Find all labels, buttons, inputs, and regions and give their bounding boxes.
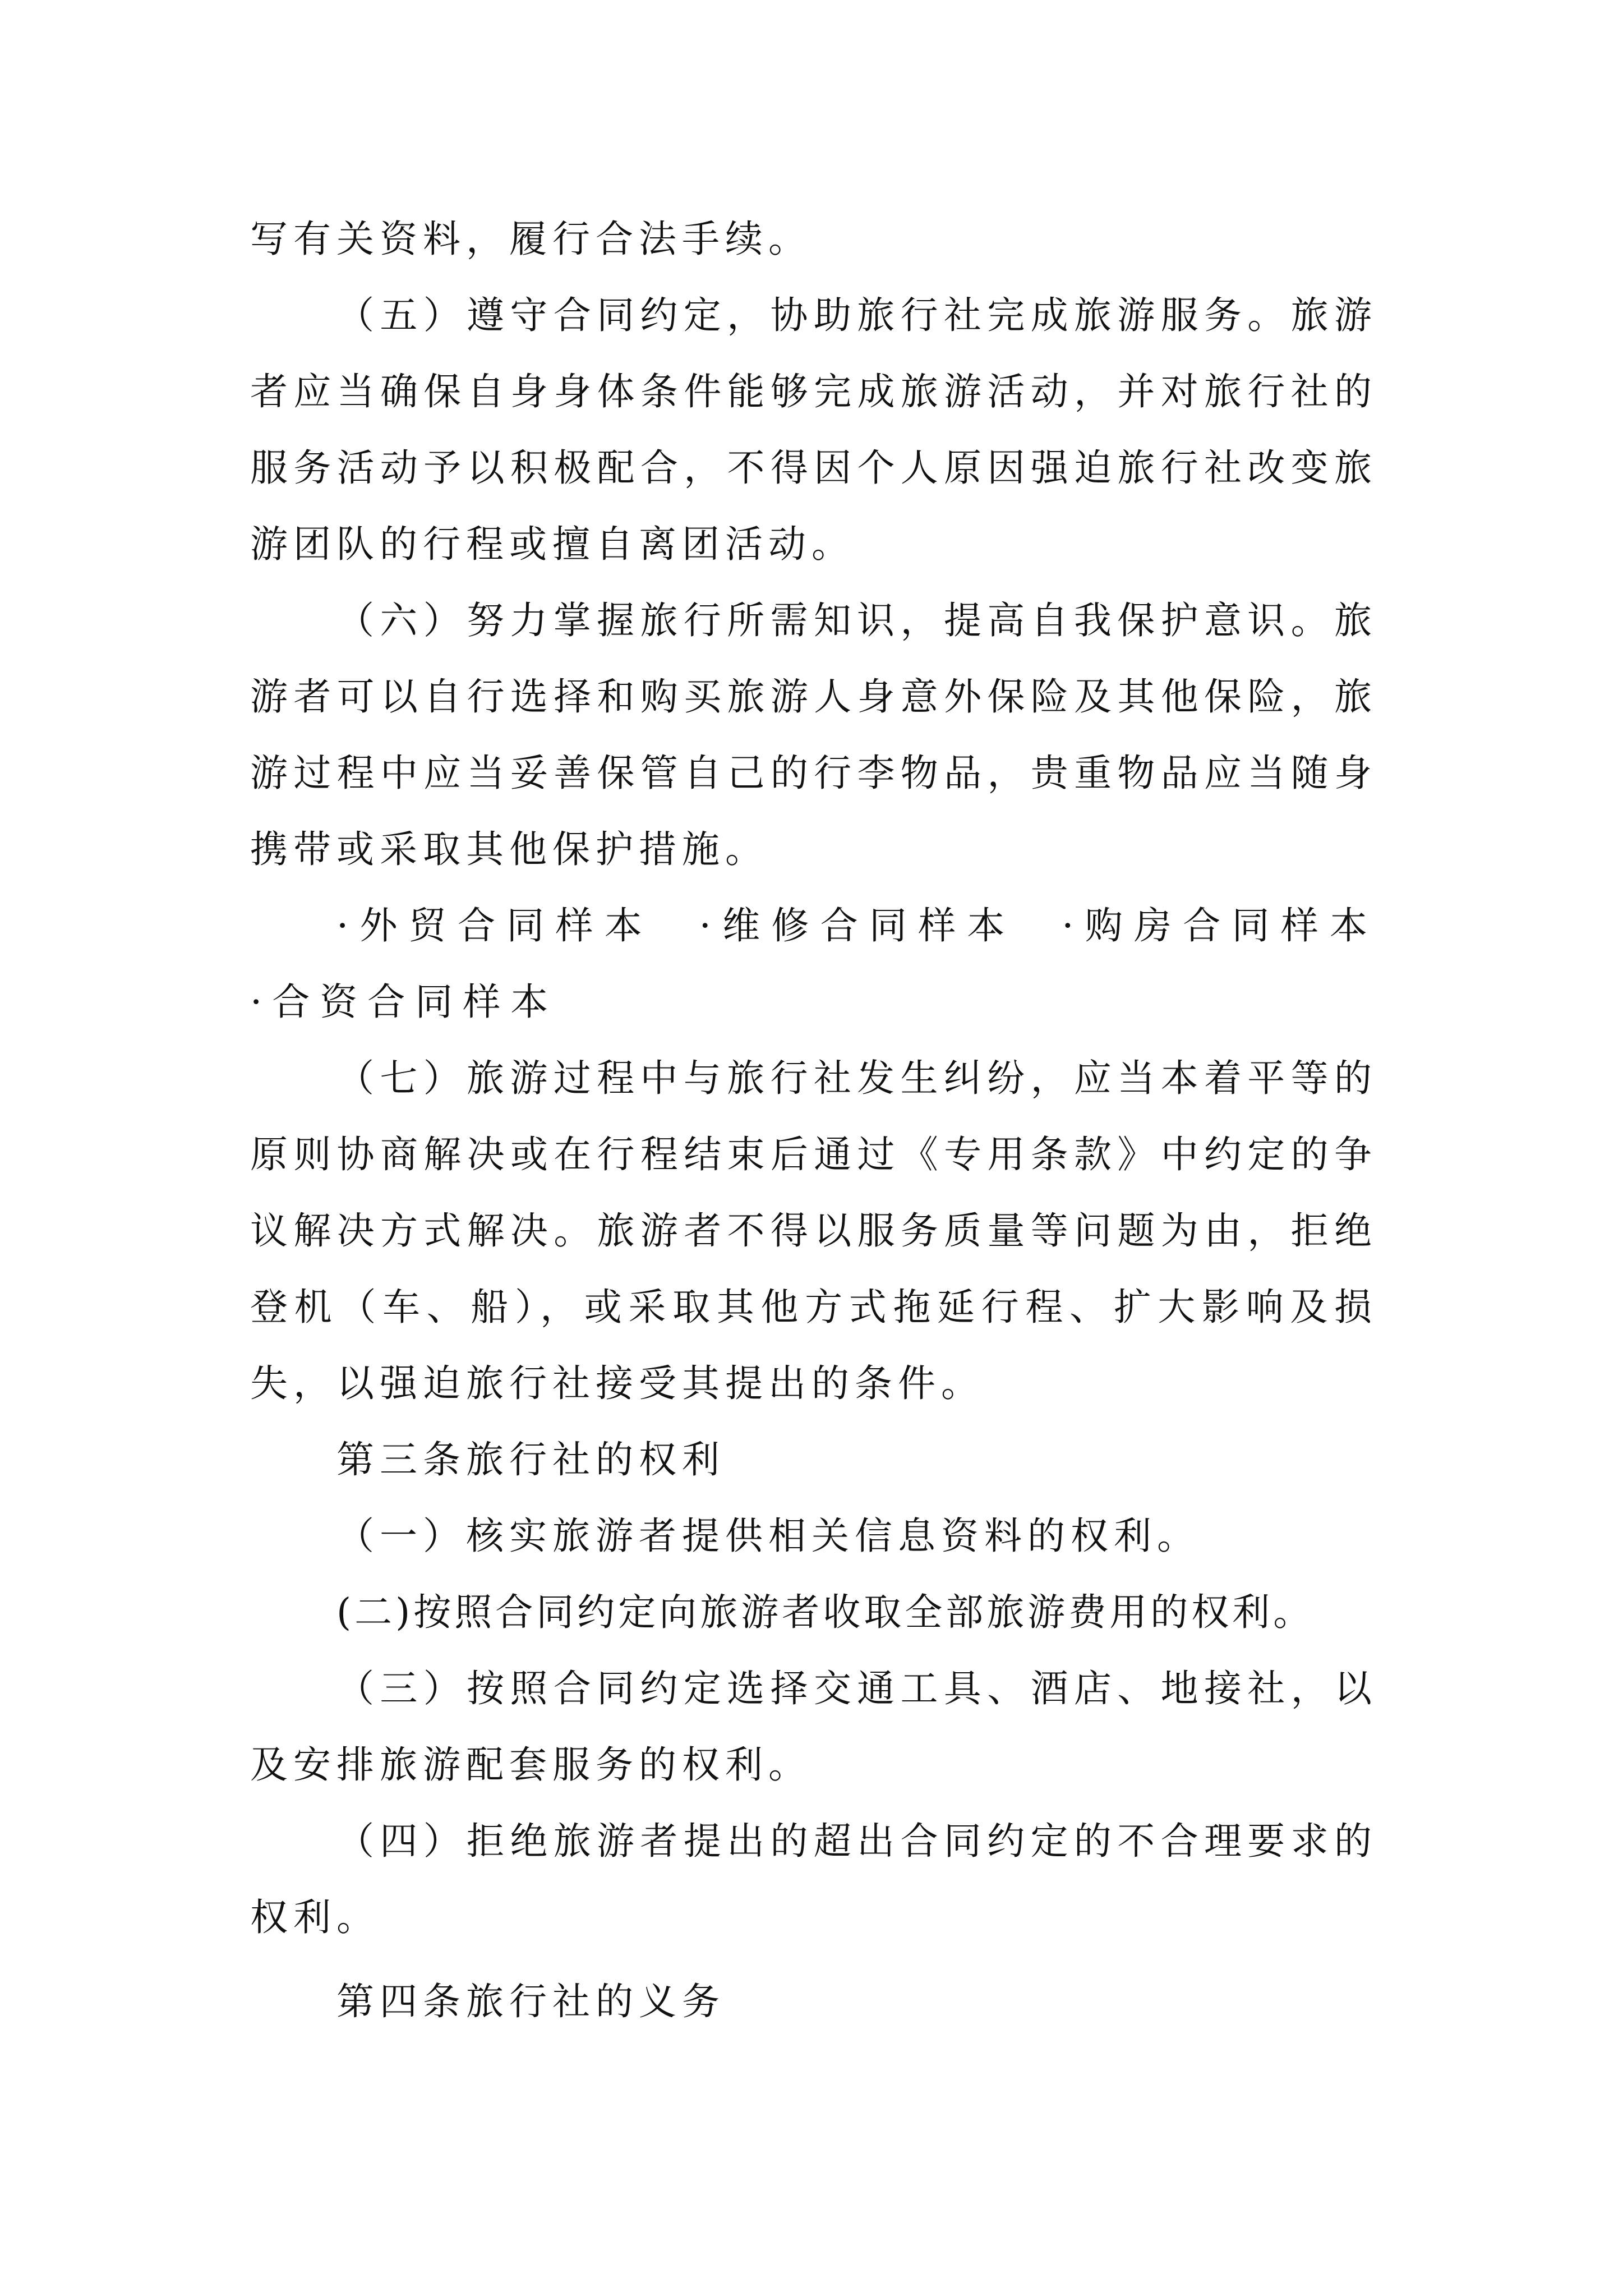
paragraph-item-6: （六）努力掌握旅行所需知识，提高自我保护意识。旅游者可以自行选择和购买旅游人身意外保险及其他保险，旅游过程中应当妥善保管自己的行李物品，贵重物品应当随身携带或采取其他保护措施。 xyxy=(250,599,1377,871)
article-4-heading: 第四条旅行社的义务 xyxy=(336,1980,725,2023)
right-item-2: (二)按照合同约定向旅游者收取全部旅游费用的权利。 xyxy=(336,1590,1315,1634)
right-item-1: （一）核实旅游者提供相关信息资料的权利。 xyxy=(336,1514,1200,1558)
paragraph-item-5: （五）遵守合同约定，协助旅行社完成旅游服务。旅游者应当确保自身身体条件能够完成旅游活动，并对旅行社的服务活动予以积极配合，不得因个人原因强迫旅行社改变旅游团队的行程或擅自离团活动。 xyxy=(250,293,1377,566)
related-contract-links: ·外贸合同样本 ·维修合同样本 ·购房合同样本 ·合资合同样本 xyxy=(250,904,1377,1024)
right-item-3: （三）按照合同约定选择交通工具、酒店、地接社，以及安排旅游配套服务的权利。 xyxy=(250,1667,1377,1787)
paragraph-continuation: 写有关资料，履行合法手续。 xyxy=(250,217,811,261)
right-item-4: （四）拒绝旅游者提出的超出合同约定的不合理要求的权利。 xyxy=(250,1819,1377,1939)
document-body xyxy=(250,201,1377,2040)
article-3-heading: 第三条旅行社的权利 xyxy=(336,1438,725,1481)
paragraph-item-7: （七）旅游过程中与旅行社发生纠纷，应当本着平等的原则协商解决或在行程结束后通过《专用条款》中约定的争议解决方式解决。旅游者不得以服务质量等问题为由，拒绝登机（车、船），或采取其他方式拖延行程、扩大影响及损失，以强迫旅行社接受其提出的条件。 xyxy=(250,1056,1377,1405)
